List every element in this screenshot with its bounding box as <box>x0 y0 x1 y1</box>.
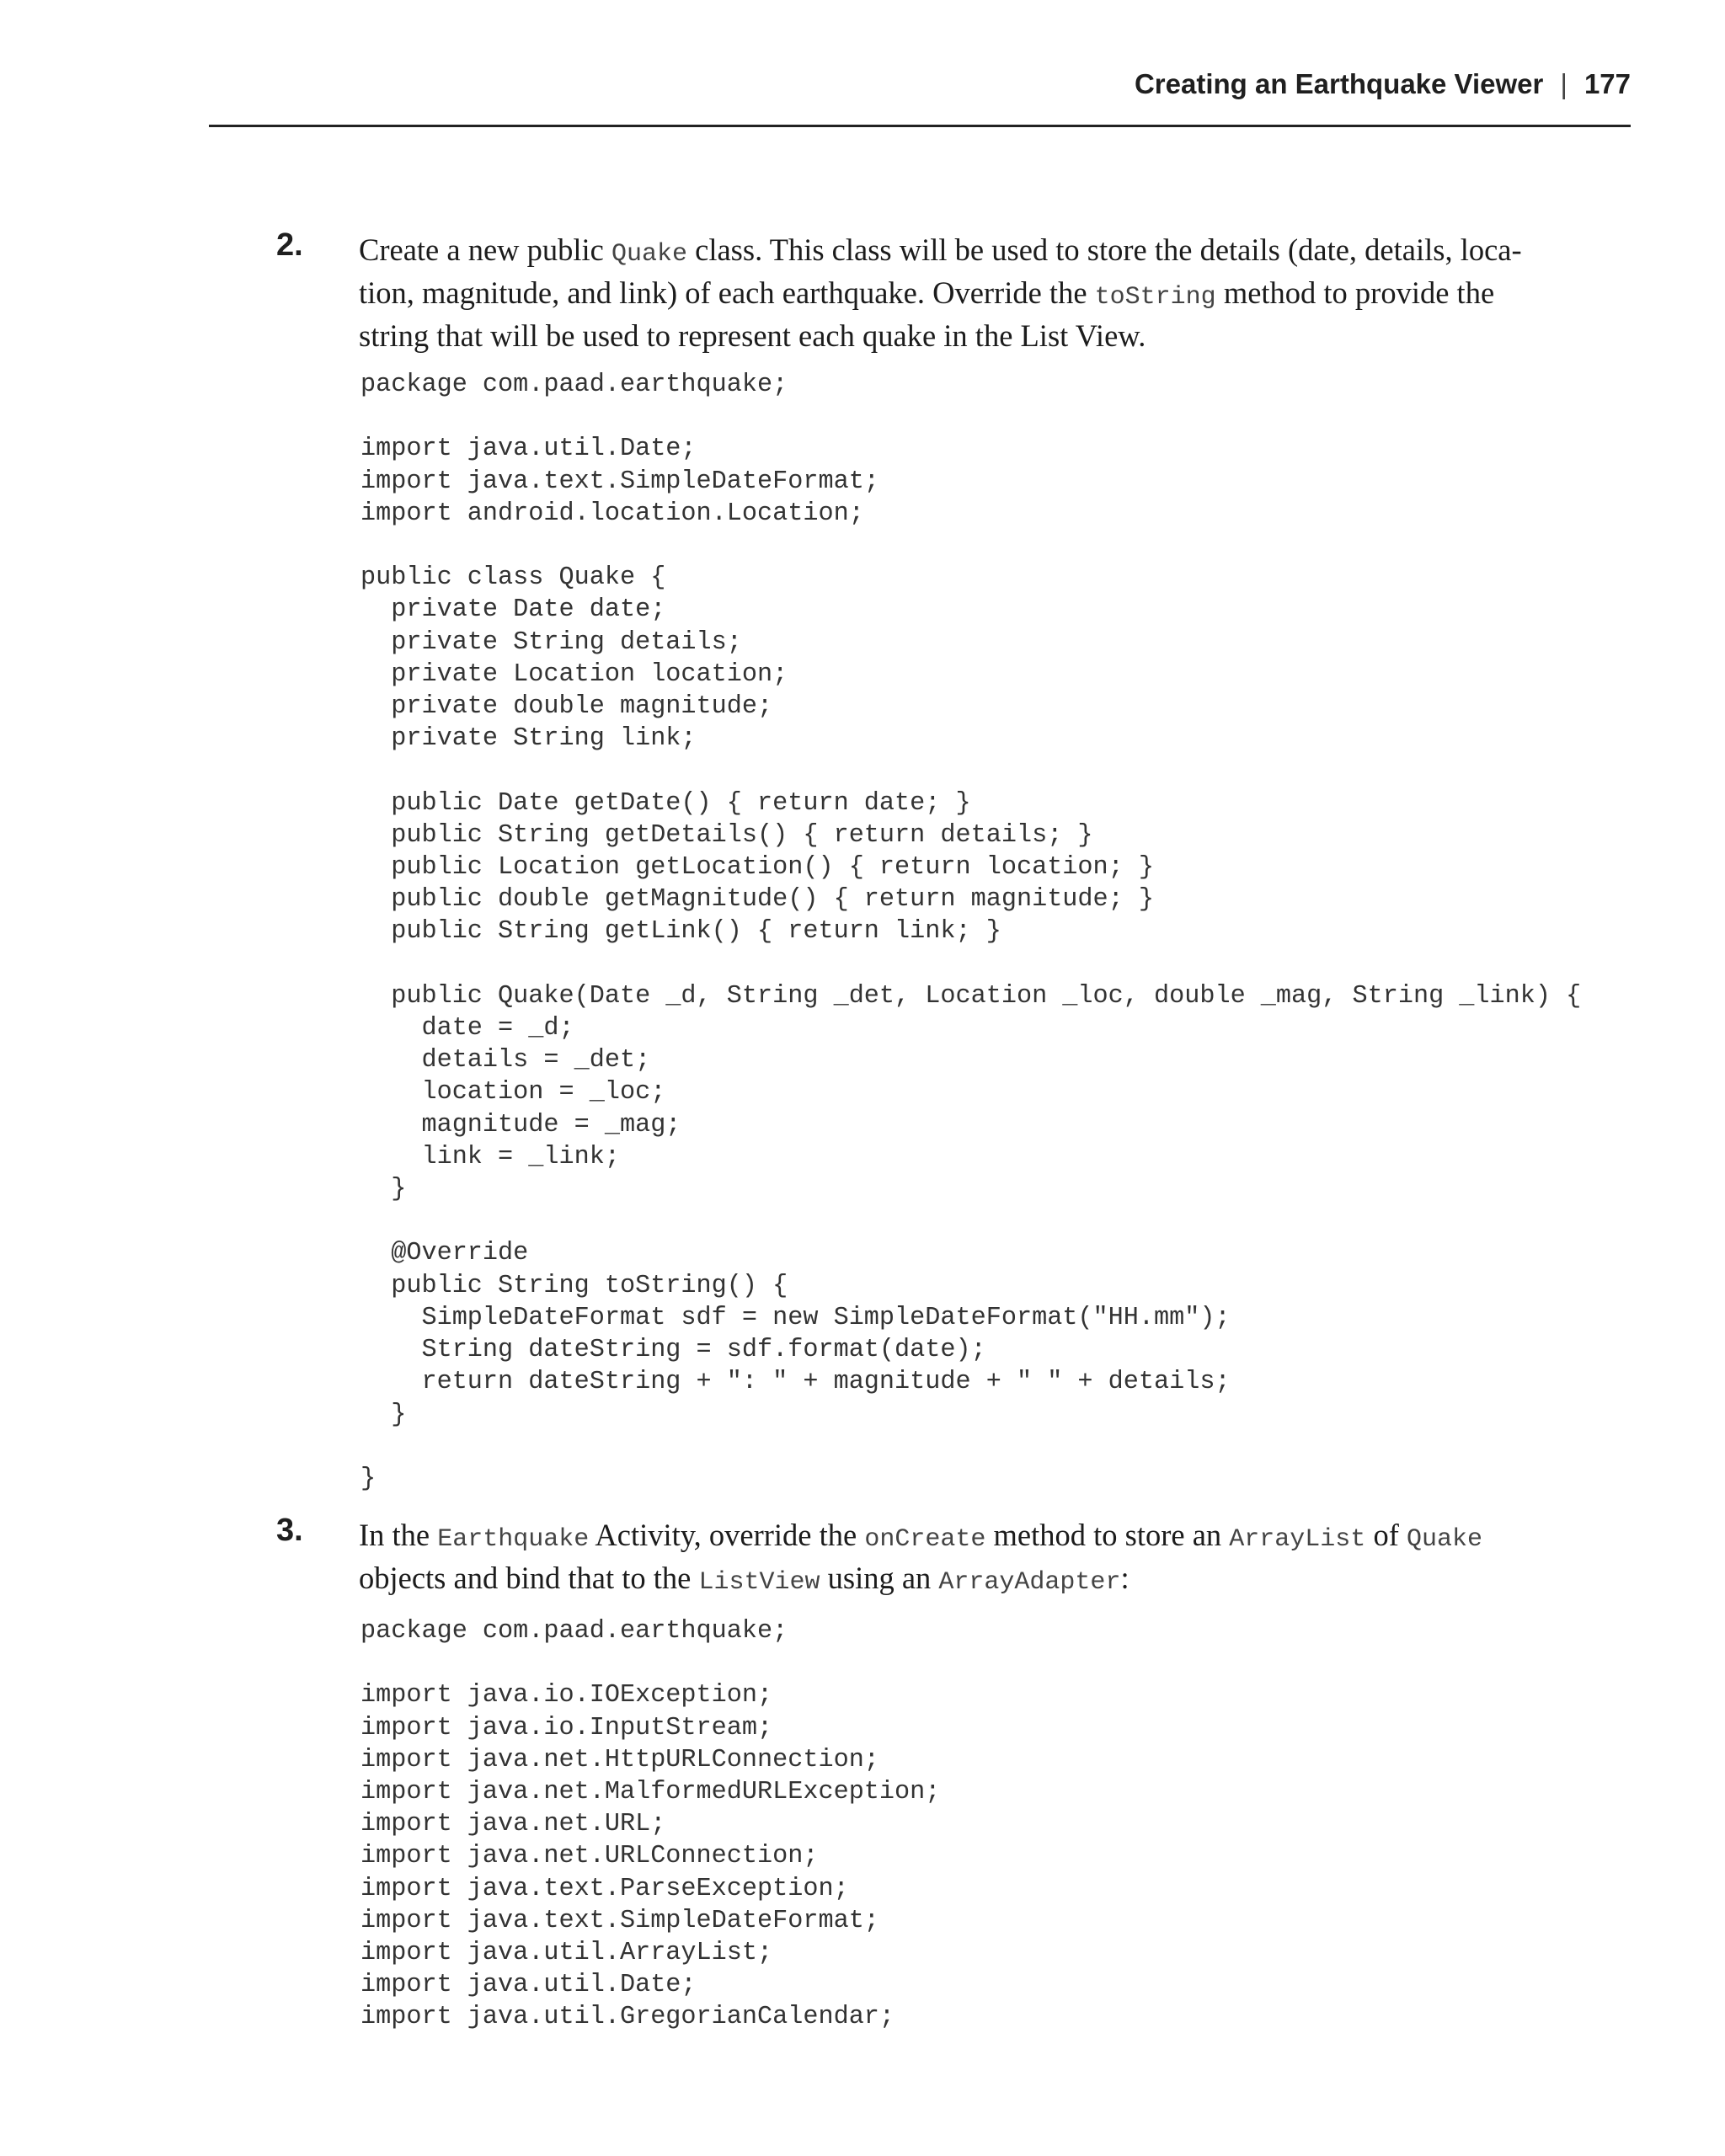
header-rule <box>209 125 1631 127</box>
step-2-instruction <box>359 231 1597 355</box>
header-separator: | <box>1560 68 1567 99</box>
inline-code: Quake <box>611 240 687 269</box>
inline-code: ArrayAdapter <box>938 1568 1121 1597</box>
chapter-title: Creating an Earthquake Viewer <box>1134 68 1544 99</box>
text-run: method to provide the <box>1215 275 1495 310</box>
step-2-line-2 <box>359 274 1597 317</box>
text-run: using an <box>820 1561 939 1595</box>
quake-class-code-block: package com.paad.earthquake; import java.util.Date; import java.text.SimpleDateFormat; import android.location.Location; public class Quake { private Date date; private String details; private Location location; private double magnitude; private String link; public Date getDate() { return date; } public String getDetails() { return details; } public Location getLocation() { return location; } public double getMagnitude() { return magnitude; } public String getLink() { return link; } public Quake(Date _d, String _det, Location _loc, double _mag, String _link) { date = _d; details = _det; location = _loc; magnitude = _mag; link = _link; } @Override public String toString() { SimpleDateFormat sdf = new SimpleDateFormat("HH.mm"); String dateString = sdf.format(date); return dateString + ": " + magnitude + " " + details; } } <box>360 371 1582 1493</box>
text-run: objects and bind that to the <box>359 1561 699 1595</box>
step-3-line-2 <box>359 1559 1597 1602</box>
step-number-2: 2. <box>276 227 303 263</box>
step-2-line-3: string that will be used to represent each quake in the List View. <box>359 318 1146 353</box>
page-number: 177 <box>1583 68 1631 99</box>
text-run: : <box>1120 1561 1130 1595</box>
text-run: Activity, override the <box>589 1518 865 1552</box>
text-run: class. This class will be used to store the details (date, details, loca- <box>687 232 1522 267</box>
inline-code: onCreate <box>864 1525 986 1554</box>
text-run: tion, magnitude, and link) of each earthquake. Override the <box>359 275 1095 310</box>
inline-code: Quake <box>1406 1525 1482 1554</box>
inline-code: ArrayList <box>1229 1525 1366 1554</box>
running-header <box>209 59 1631 109</box>
text-run: In the <box>359 1518 438 1552</box>
inline-code: Earthquake <box>437 1525 590 1554</box>
step-2-line-1 <box>359 231 1597 274</box>
step-number-3: 3. <box>276 1513 303 1548</box>
inline-code: toString <box>1094 283 1216 312</box>
earthquake-activity-code-block: package com.paad.earthquake; import java.io.IOException; import java.io.InputStream; import java.net.HttpURLConnection; import java.net.MalformedURLException; import java.net.URL; import java.net.URLConnection; import java.text.ParseException; import java.text.SimpleDateFormat; import java.util.ArrayList; import java.util.Date; import java.util.GregorianCalendar; <box>360 1617 941 2032</box>
text-run: of <box>1365 1518 1407 1552</box>
text-run: Create a new public <box>359 232 611 267</box>
inline-code: ListView <box>698 1568 820 1597</box>
text-run: method to store an <box>985 1518 1230 1552</box>
step-3-instruction <box>359 1516 1597 1602</box>
step-3-line-1 <box>359 1516 1597 1559</box>
